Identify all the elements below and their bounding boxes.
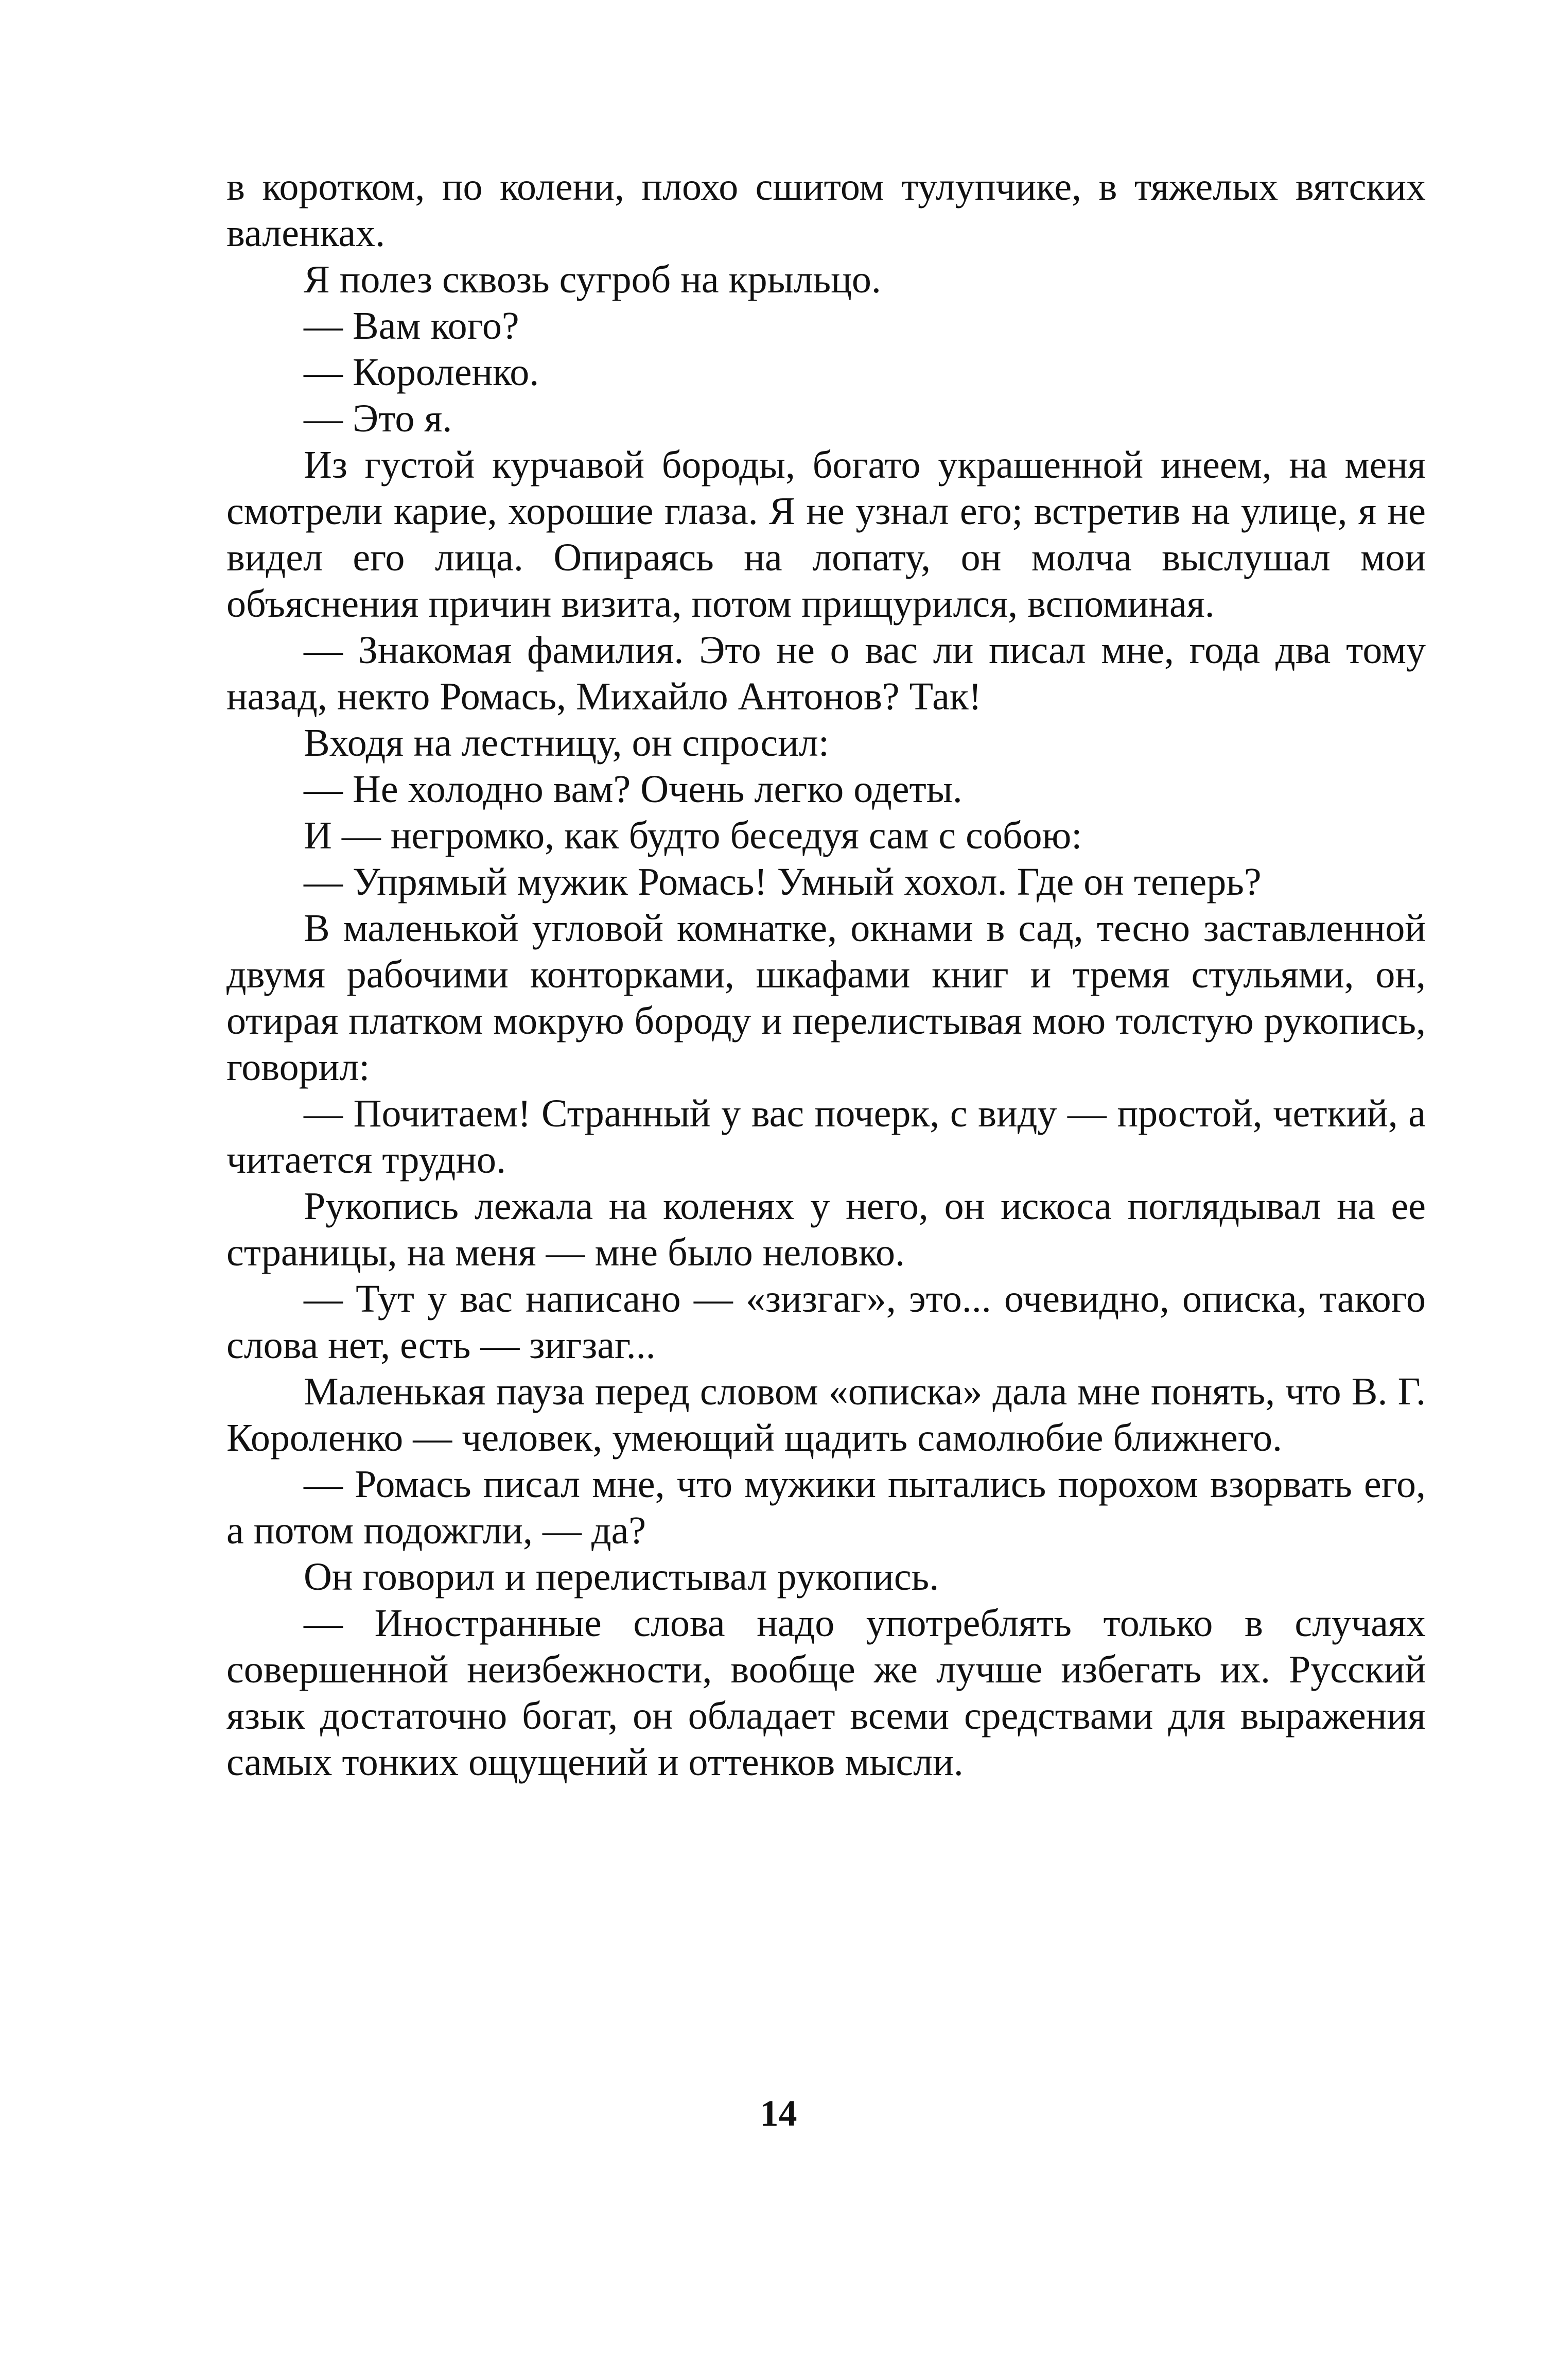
page-number: 14 bbox=[760, 2093, 797, 2134]
paragraph: Я полез сквозь сугроб на крыльцо. bbox=[304, 258, 881, 301]
page-body bbox=[226, 164, 1426, 1785]
paragraph: Из густой курчавой бороды, богато украшенной инеем, на меня смотрели карие, хорошие глаза. Я не узнал его; встретив на улице, я не видел его лица. Опираясь на лопату, он молча выслушал мои объяснения причин визита, потом прищурился, вспоминая. bbox=[226, 443, 1426, 626]
paragraph: — Иностранные слова надо употреблять только в случаях совершенной неизбежности, вообще же лучше избегать их. Русский язык достаточно богат, он обладает всеми средствами для выражения самых тонких ощущений и оттенков мысли. bbox=[226, 1602, 1426, 1784]
paragraph: Входя на лестницу, он спросил: bbox=[304, 721, 829, 765]
paragraph: Рукопись лежала на коленях у него, он искоса поглядывал на ее страницы, на меня — мне было неловко. bbox=[226, 1185, 1426, 1274]
paragraph: — Короленко. bbox=[304, 351, 539, 394]
paragraph: — Знакомая фамилия. Это не о вас ли писал мне, года два тому назад, некто Ромась, Михайло Антонов? Так! bbox=[226, 629, 1426, 718]
paragraph: — Почитаем! Странный у вас почерк, с виду — простой, четкий, а читается трудно. bbox=[226, 1092, 1426, 1182]
paragraph: — Ромась писал мне, что мужики пытались порохом взорвать его, а потом подожгли, — да? bbox=[226, 1463, 1426, 1552]
paragraph: — Это я. bbox=[304, 397, 452, 440]
paragraph: в коротком, по колени, плохо сшитом тулупчике, в тяжелых вятских валенках. bbox=[226, 165, 1426, 255]
paragraph: — Не холодно вам? Очень легко одеты. bbox=[304, 768, 963, 811]
paragraph: И — негромко, как будто беседуя сам с собою: bbox=[304, 814, 1082, 857]
paragraph: Маленькая пауза перед словом «описка» дала мне понять, что В. Г. Короленко — человек, умеющий щадить самолюбие ближнего. bbox=[226, 1370, 1426, 1460]
paragraph: Он говорил и перелистывал рукопись. bbox=[304, 1555, 939, 1599]
paragraph: В маленькой угловой комнатке, окнами в сад, тесно заставленной двумя рабочими конторками, шкафами книг и тремя стульями, он, отирая платком мокрую бороду и перелистывая мою толстую рукопись, говорил: bbox=[226, 907, 1426, 1089]
paragraph: — Упрямый мужик Ромась! Умный хохол. Где он теперь? bbox=[304, 860, 1262, 904]
paragraph: — Тут у вас написано — «зизгаг», это... очевидно, описка, такого слова нет, есть — зигзаг... bbox=[226, 1277, 1426, 1367]
paragraph: — Вам кого? bbox=[304, 304, 519, 348]
